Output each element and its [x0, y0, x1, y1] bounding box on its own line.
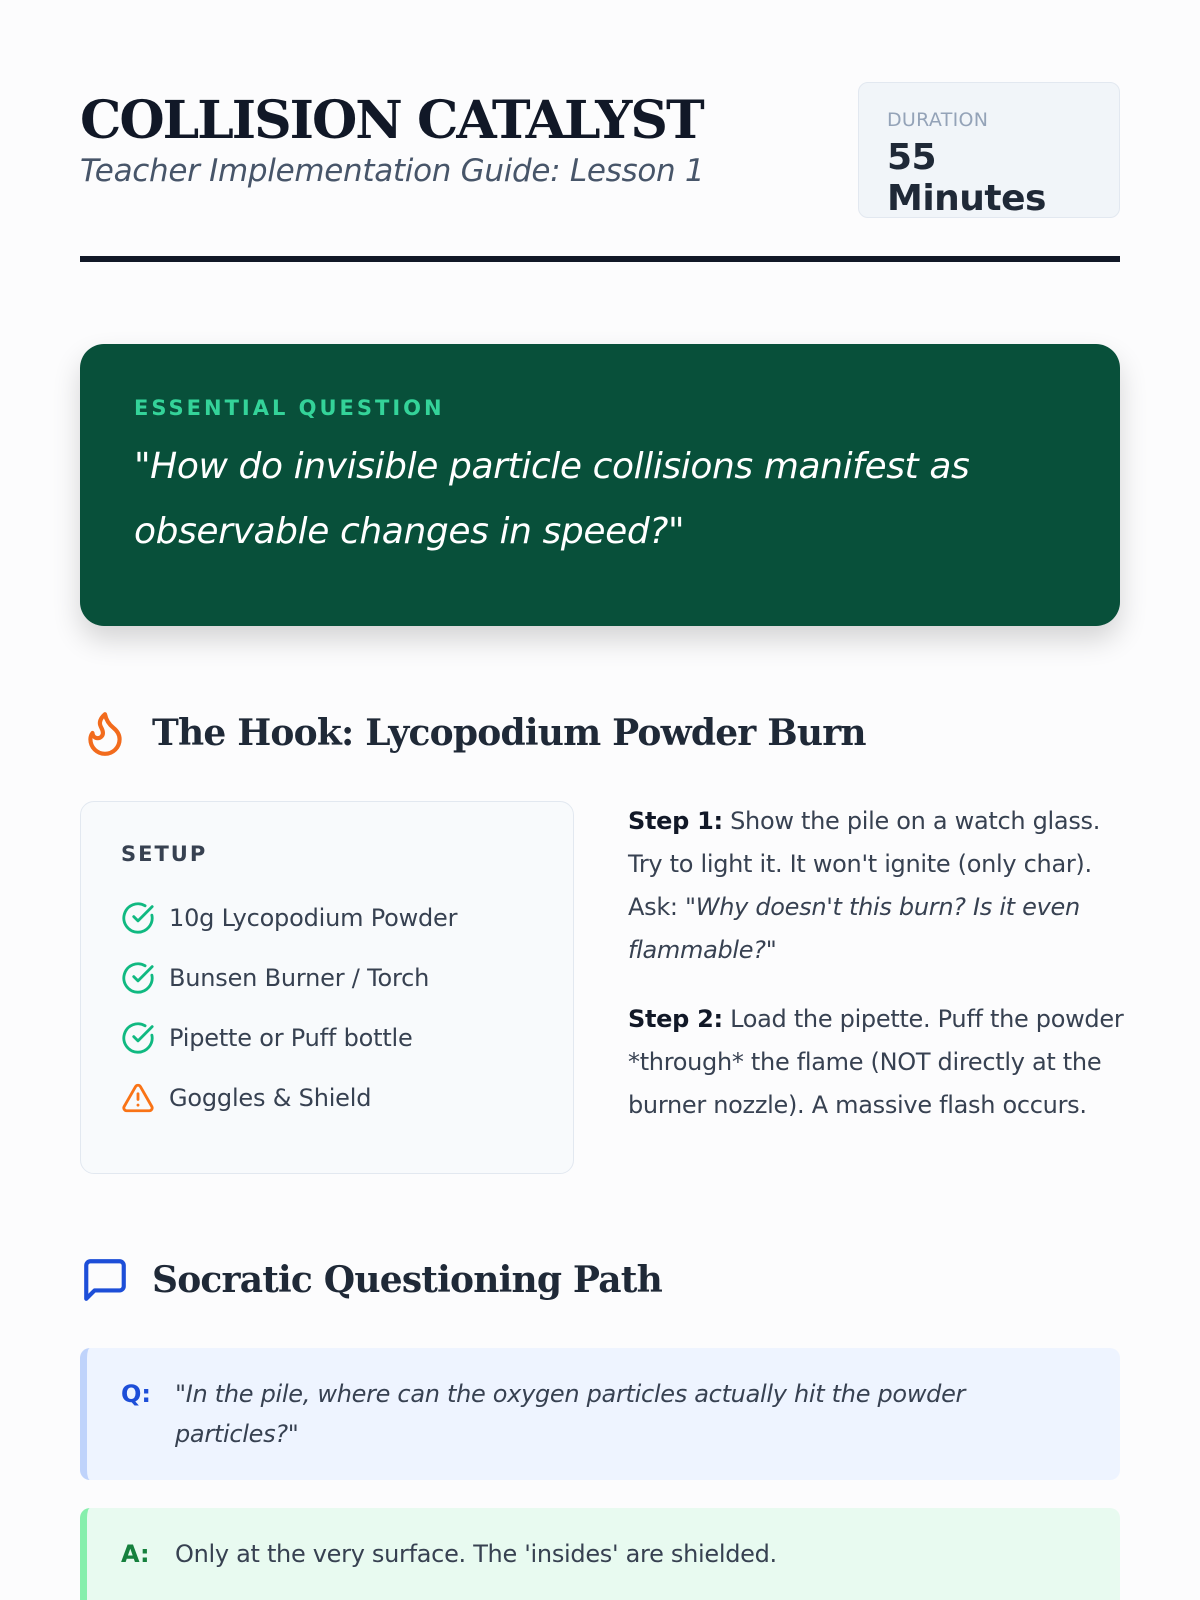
setup-item — [121, 1068, 533, 1128]
question-text: "In the pile, where can the oxygen particles actually hit the powder particles?" — [175, 1380, 966, 1448]
step-1-quote: "Why doesn't this burn? Is it even flammable?" — [628, 893, 1080, 964]
socratic-title: Socratic Questioning Path — [152, 1259, 662, 1301]
setup-item-label: Pipette or Puff bottle — [169, 1024, 413, 1052]
essential-question-text: "How do invisible particle collisions manifest as observable changes in speed?" — [134, 446, 970, 552]
step-2 — [628, 998, 1124, 1127]
socratic-section-heading — [80, 1255, 662, 1305]
setup-item-label: Goggles & Shield — [169, 1084, 372, 1112]
step-1 — [628, 800, 1124, 972]
hook-title: The Hook: Lycopodium Powder Burn — [152, 712, 866, 754]
essential-question-card — [80, 344, 1120, 626]
step-1-label: Step 1: — [628, 807, 723, 835]
question-label: Q: — [121, 1380, 151, 1408]
step-2-label: Step 2: — [628, 1005, 723, 1033]
answer-text: Only at the very surface. The 'insides' are shielded. — [175, 1540, 777, 1568]
chat-bubble-icon — [80, 1255, 130, 1305]
question-block — [80, 1348, 1120, 1480]
setup-label: SETUP — [121, 842, 208, 866]
warning-icon — [121, 1081, 155, 1115]
setup-item — [121, 948, 533, 1008]
essential-question-label: ESSENTIAL QUESTION — [134, 396, 445, 420]
setup-item-label: Bunsen Burner / Torch — [169, 964, 430, 992]
page-subtitle: Teacher Implementation Guide: Lesson 1 — [80, 153, 705, 190]
check-circle-icon — [121, 1021, 155, 1055]
header-divider — [80, 256, 1120, 262]
setup-item — [121, 1008, 533, 1068]
hook-steps — [628, 800, 1124, 1127]
answer-block — [80, 1508, 1120, 1600]
setup-item-label: 10g Lycopodium Powder — [169, 904, 458, 932]
duration-value: 55 Minutes — [887, 137, 1046, 219]
duration-box — [858, 82, 1120, 218]
check-circle-icon — [121, 961, 155, 995]
setup-item — [121, 888, 533, 948]
step-2-text: Load the pipette. Puff the powder *through* the flame (NOT directly at the burner nozzle). A massive flash occurs. — [628, 1005, 1124, 1119]
page-title: COLLISION CATALYST — [80, 90, 703, 151]
flame-icon — [80, 708, 130, 758]
step-1-text: Show the pile on a watch glass. Try to light it. It won't ignite (only char). Ask: — [628, 807, 1101, 921]
hook-section-heading — [80, 708, 866, 758]
duration-label: DURATION — [887, 109, 989, 131]
page-header — [80, 90, 1120, 219]
check-circle-icon — [121, 901, 155, 935]
answer-label: A: — [121, 1540, 150, 1568]
setup-card — [80, 801, 574, 1174]
